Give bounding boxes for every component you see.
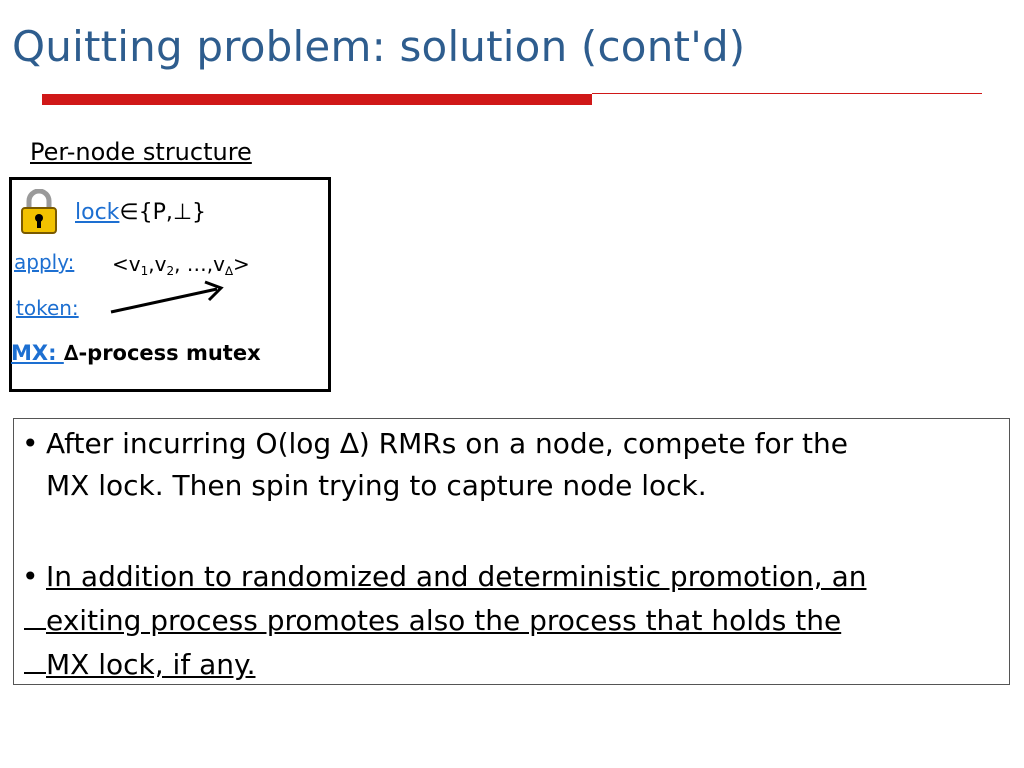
mx-field — [11, 341, 261, 365]
token-link[interactable]: token: — [16, 296, 79, 320]
bullet-item-1: • After incurring O(log ∆) RMRs on a node, compete for the MX lock. Then spin trying to capture node lock. — [22, 423, 997, 507]
mx-description: ∆-process mutex — [63, 341, 261, 365]
lock-field — [75, 200, 206, 225]
mx-link[interactable]: MX: — [11, 341, 64, 365]
apply-link[interactable]: apply: — [14, 250, 75, 274]
per-node-structure-label: Per-node structure — [30, 138, 252, 166]
page-title: Quitting problem: solution (cont'd) — [12, 22, 746, 71]
padlock-icon — [20, 189, 58, 235]
lock-link[interactable]: lock — [75, 200, 120, 225]
token-arrow — [105, 278, 235, 320]
bullet-dot: • — [22, 427, 39, 460]
title-accent-bar — [42, 94, 592, 105]
bullet-item-2: • In addition to randomized and deterministic promotion, an exiting process promotes also the process that holds the MX lock, if any. — [22, 556, 997, 686]
title-accent-line — [592, 93, 982, 94]
bullet-dot: • — [22, 560, 39, 593]
lock-domain: ∈{P,⊥} — [119, 200, 207, 225]
apply-vector: $<v_1,v_2$, $\dots,v_\Delta>$ — [112, 252, 250, 278]
